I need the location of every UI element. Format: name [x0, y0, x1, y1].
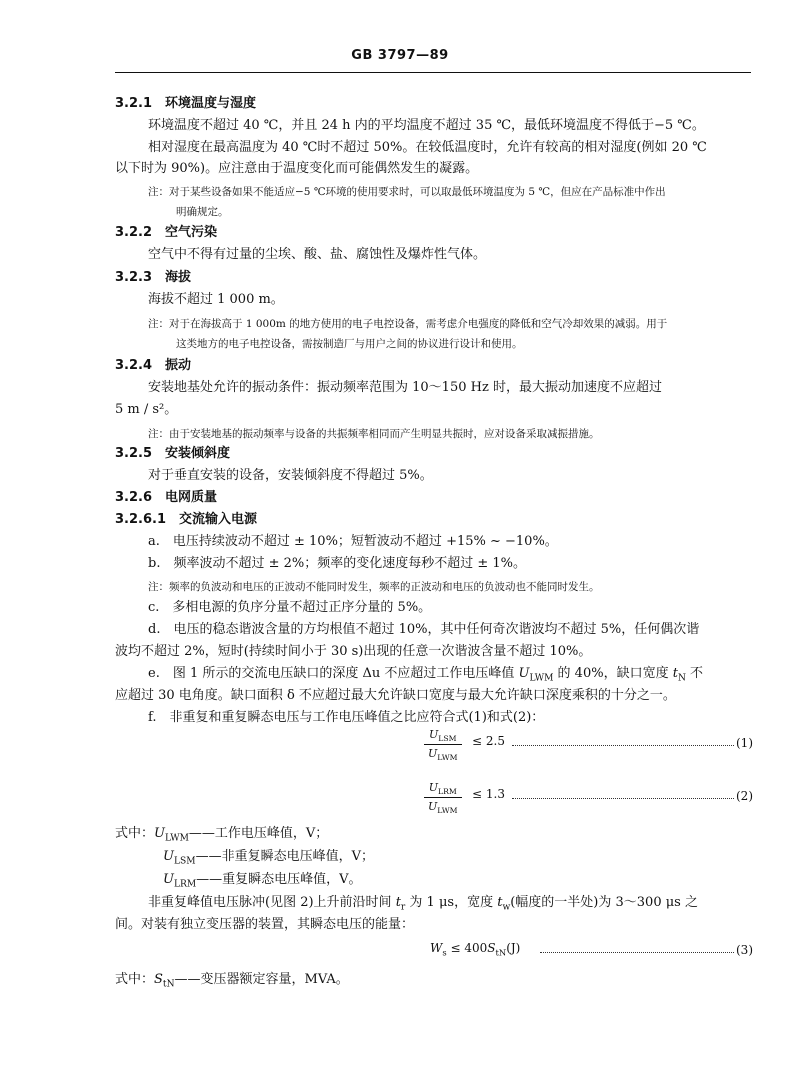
text-line: 安装地基处允许的振动条件：振动频率范围为 10～150 Hz 时，最大振动加速度不应超过 [148, 380, 662, 395]
text-line: 空气中不得有过量的尘埃、酸、盐、腐蚀性及爆炸性气体。 [148, 247, 487, 262]
page-header: GB 3797—89 [351, 48, 449, 63]
section-heading: 3.2.5 安装倾斜度 [115, 446, 231, 461]
text-line: f. 非重复和重复瞬态电压与工作电压峰值之比应符合式(1)和式(2)： [148, 710, 545, 725]
section-heading: 3.2.4 振动 [115, 358, 192, 373]
text-line: c. 多相电源的负序分量不超过正序分量的 5%。 [148, 600, 432, 615]
formula-2-condition: ≤ 1.3 [472, 787, 505, 801]
text-line: 波均不超过 2%，短时(持续时间小于 30 s)出现的任意一次谐波含量不超过 10%。 [115, 644, 592, 659]
note-line: 注：频率的负波动和电压的正波动不能同时发生，频率的正波动和电压的负波动也不能同时发生。 [148, 581, 600, 593]
text-line: 海拔不超过 1 000 m。 [148, 292, 284, 307]
text-line: 应超过 30 电角度。缺口面积 δ 不应超过最大允许缺口宽度与最大允许缺口深度乘积的十分之一。 [115, 688, 676, 703]
formula-1-leader [512, 745, 734, 746]
formula-2-numerator: $U_{LRM}$ [424, 781, 462, 798]
note-line: 注：由于安装地基的振动频率与设备的共振频率相同而产生明显共振时，应对设备采取减振措施。 [148, 428, 600, 440]
text-line: 5 m / s²。 [115, 402, 178, 417]
formula-1-fraction [424, 728, 462, 762]
text-line: $U_{LSM}——$非重复瞬态电压峰值，V； [163, 849, 374, 867]
text-line: $U_{LRM}——$重复瞬态电压峰值，V。 [163, 872, 362, 890]
formula-3-leader [540, 952, 734, 953]
section-heading: 3.2.6.1 交流输入电源 [115, 512, 257, 527]
formula-2-number: (2) [736, 789, 753, 803]
formula-1-denominator: $U_{LWM}$ [428, 747, 458, 763]
formula-2-leader [512, 798, 734, 799]
text-line: b. 频率波动不超过 ± 2%；频率的变化速度每秒不超过 ± 1%。 [148, 556, 527, 571]
note-line: 这类地方的电子电控设备，需按制造厂与用户之间的协议进行设计和使用。 [176, 338, 523, 350]
text-line: 间。对装有独立变压器的装置，其瞬态电压的能量： [115, 917, 415, 932]
text-line: 非重复峰值电压脉冲(见图 2)上升前沿时间 $t_r$ 为 1 μs，宽度 $t_w$(幅度的一半处)为 3～300 μs 之 [148, 895, 698, 913]
formula-1-condition: ≤ 2.5 [472, 734, 505, 748]
text-line: 相对湿度在最高温度为 40 ℃时不超过 50%。在较低温度时，允许有较高的相对湿度(例如 20 ℃ [148, 140, 707, 155]
formula-3-expression: $W_s \le 400S_{tN}(J)$ [430, 941, 521, 958]
note-line: 注：对于某些设备如果不能适应−5 ℃环境的使用要求时，可以取最低环境温度为 5 ℃，但应在产品标准中作出 [148, 186, 666, 198]
text-line: a. 电压持续波动不超过 ± 10%；短暂波动不超过 +15% ~ −10%。 [148, 534, 558, 549]
note-line: 明确规定。 [176, 206, 229, 218]
formula-1-number: (1) [736, 736, 753, 750]
text-line: e. 图 1 所示的交流电压缺口的深度 Δu 不应超过工作电压峰值 $U_{LWM}$ 的 40%，缺口宽度 $t_N$ 不 [148, 666, 704, 684]
formula-2-denominator: $U_{LWM}$ [428, 800, 458, 816]
formula-1-numerator: $U_{LSM}$ [424, 728, 462, 745]
section-heading: 3.2.2 空气污染 [115, 225, 218, 240]
header-rule [115, 72, 751, 73]
text-line: 式中：$S_{tN}——$变压器额定容量，MVA。 [115, 972, 349, 990]
text-line: d. 电压的稳态谐波含量的方均根值不超过 10%，其中任何奇次谐波均不超过 5%，任何偶次谐 [148, 622, 700, 637]
section-heading: 3.2.6 电网质量 [115, 490, 218, 505]
text-line: 式中：$U_{LWM}——$工作电压峰值，V； [115, 826, 329, 844]
section-heading: 3.2.1 环境温度与湿度 [115, 96, 257, 111]
section-heading: 3.2.3 海拔 [115, 270, 192, 285]
formula-3-number: (3) [736, 943, 753, 957]
formula-2-fraction [424, 781, 462, 815]
note-line: 注：对于在海拔高于 1 000m 的地方使用的电子电控设备，需考虑介电强度的降低和空气冷却效果的减弱。用于 [148, 318, 668, 330]
text-line: 环境温度不超过 40 ℃，并且 24 h 内的平均温度不超过 35 ℃，最低环境温度不得低于−5 ℃。 [148, 118, 705, 133]
text-line: 对于垂直安装的设备，安装倾斜度不得超过 5%。 [148, 468, 433, 483]
text-line: 以下时为 90%)。应注意由于温度变化而可能偶然发生的凝露。 [115, 161, 479, 176]
